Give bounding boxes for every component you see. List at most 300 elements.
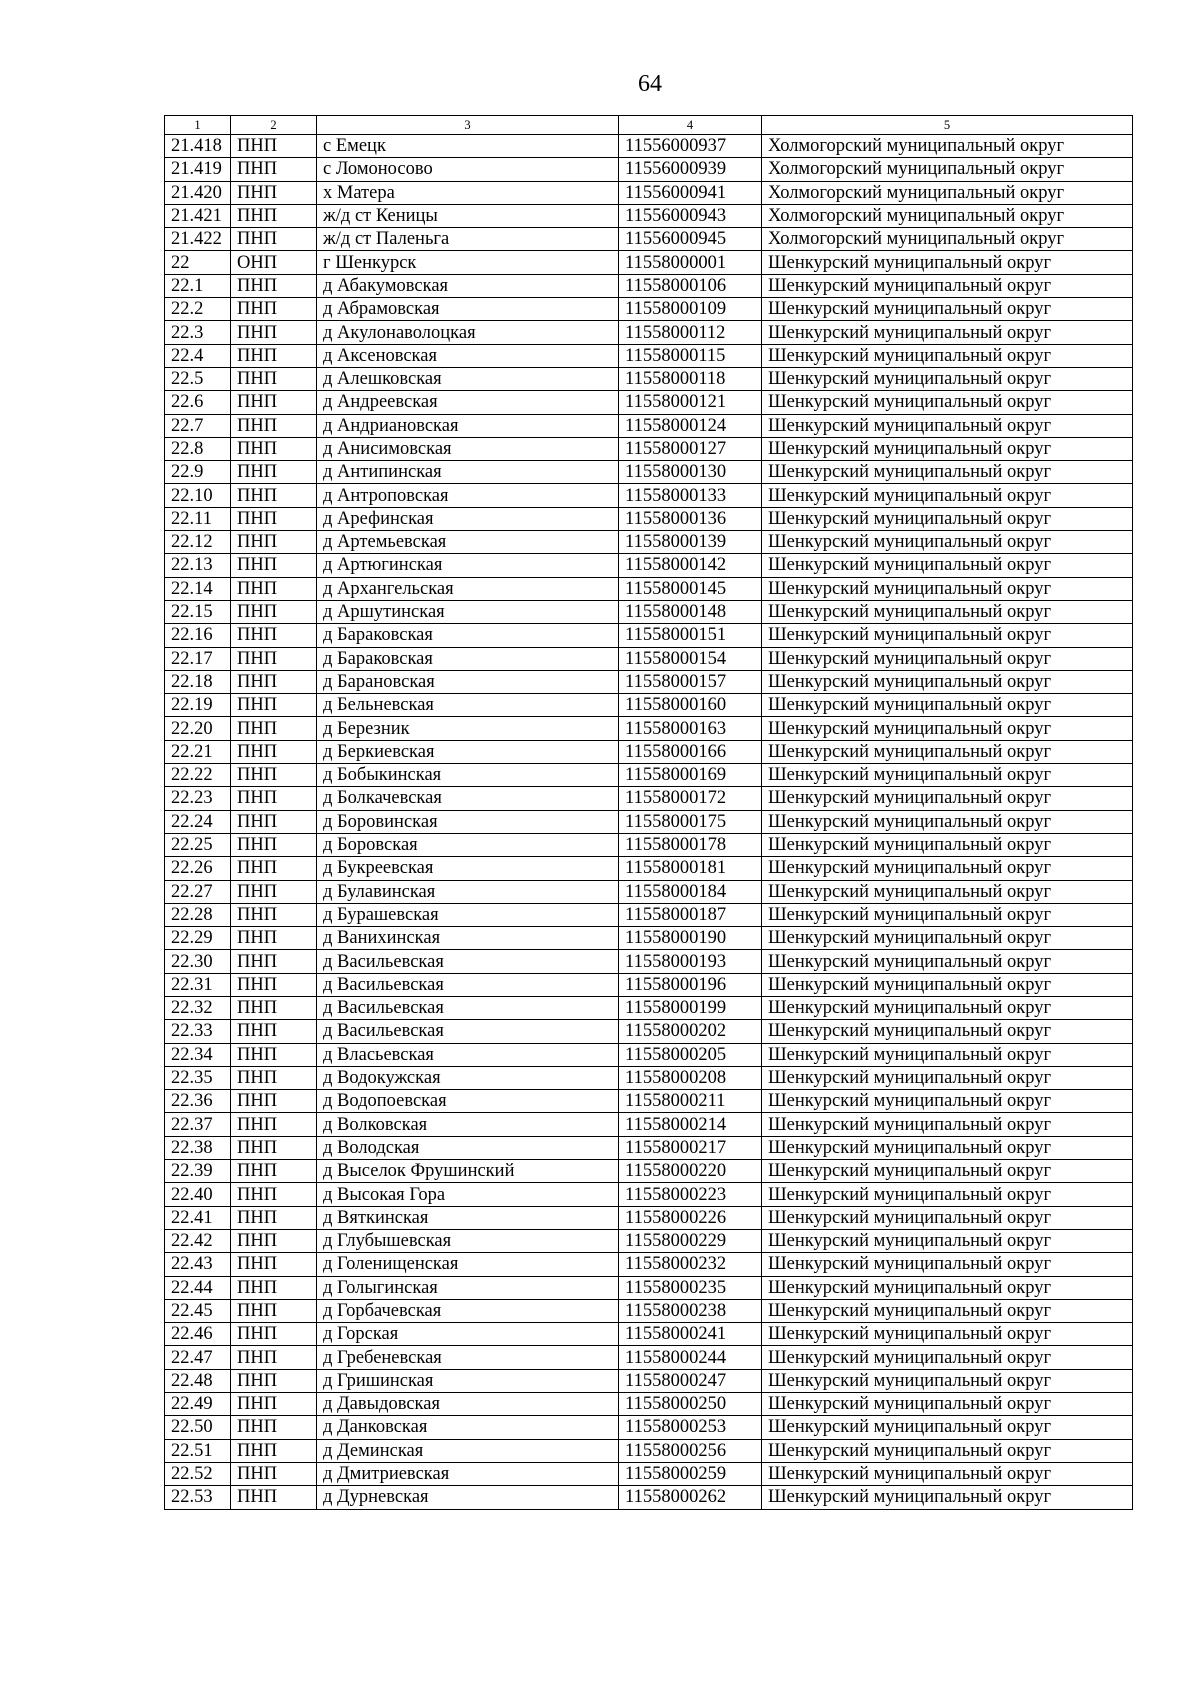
settlement-name-cell: г Шенкурск [317, 251, 619, 274]
code-cell: 11556000941 [619, 181, 762, 204]
settlement-name-cell: д Андриановская [317, 414, 619, 437]
type-cell: ПНП [231, 1253, 317, 1276]
settlement-name-cell: д Вяткинская [317, 1206, 619, 1229]
table-row [165, 996, 1133, 1019]
district-cell: Шенкурский муниципальный округ [762, 880, 1133, 903]
district-cell: Шенкурский муниципальный округ [762, 274, 1133, 297]
type-cell: ПНП [231, 1136, 317, 1159]
row-number-cell: 22.51 [165, 1439, 231, 1462]
type-cell: ПНП [231, 1229, 317, 1252]
district-cell: Шенкурский муниципальный округ [762, 414, 1133, 437]
settlement-name-cell: д Андреевская [317, 391, 619, 414]
code-cell: 11558000148 [619, 600, 762, 623]
code-cell: 11558000238 [619, 1299, 762, 1322]
district-cell: Шенкурский муниципальный округ [762, 624, 1133, 647]
settlement-name-cell: д Давыдовская [317, 1393, 619, 1416]
district-cell: Шенкурский муниципальный округ [762, 647, 1133, 670]
district-cell: Шенкурский муниципальный округ [762, 298, 1133, 321]
settlement-name-cell: д Дурневская [317, 1486, 619, 1509]
district-cell: Шенкурский муниципальный округ [762, 1439, 1133, 1462]
code-cell: 11558000109 [619, 298, 762, 321]
type-cell: ПНП [231, 158, 317, 181]
code-cell: 11558000220 [619, 1160, 762, 1183]
row-number-cell: 22.10 [165, 484, 231, 507]
code-cell: 11558000001 [619, 251, 762, 274]
district-cell: Шенкурский муниципальный округ [762, 1253, 1133, 1276]
district-cell: Холмогорский муниципальный округ [762, 158, 1133, 181]
type-cell: ПНП [231, 880, 317, 903]
settlement-name-cell: д Васильевская [317, 973, 619, 996]
type-cell: ПНП [231, 1183, 317, 1206]
settlement-name-cell: с Ломоносово [317, 158, 619, 181]
settlement-name-cell: д Водопоевская [317, 1090, 619, 1113]
type-cell: ПНП [231, 367, 317, 390]
settlement-name-cell: д Ванихинская [317, 927, 619, 950]
row-number-cell: 22.46 [165, 1323, 231, 1346]
row-number-cell: 22.15 [165, 600, 231, 623]
table-row [165, 1066, 1133, 1089]
table-row [165, 1416, 1133, 1439]
type-cell: ПНП [231, 1066, 317, 1089]
table-row [165, 251, 1133, 274]
row-number-cell: 22.6 [165, 391, 231, 414]
district-cell: Холмогорский муниципальный округ [762, 135, 1133, 158]
type-cell: ПНП [231, 414, 317, 437]
district-cell: Шенкурский муниципальный округ [762, 1486, 1133, 1509]
type-cell: ПНП [231, 764, 317, 787]
table-row [165, 927, 1133, 950]
type-cell: ПНП [231, 787, 317, 810]
settlement-name-cell: д Абрамовская [317, 298, 619, 321]
row-number-cell: 21.418 [165, 135, 231, 158]
table-row [165, 787, 1133, 810]
row-number-cell: 22.26 [165, 857, 231, 880]
district-cell: Холмогорский муниципальный округ [762, 181, 1133, 204]
district-cell: Шенкурский муниципальный округ [762, 251, 1133, 274]
settlement-name-cell: д Данковская [317, 1416, 619, 1439]
settlement-name-cell: д Бельневская [317, 694, 619, 717]
row-number-cell: 22.29 [165, 927, 231, 950]
district-cell: Шенкурский муниципальный округ [762, 996, 1133, 1019]
row-number-cell: 22.49 [165, 1393, 231, 1416]
district-cell: Шенкурский муниципальный округ [762, 973, 1133, 996]
type-cell: ПНП [231, 321, 317, 344]
settlement-name-cell: д Аксеновская [317, 344, 619, 367]
row-number-cell: 22.35 [165, 1066, 231, 1089]
settlement-name-cell: д Володская [317, 1136, 619, 1159]
type-cell: ПНП [231, 344, 317, 367]
row-number-cell: 22.13 [165, 554, 231, 577]
table-row [165, 1369, 1133, 1392]
district-cell: Шенкурский муниципальный округ [762, 1113, 1133, 1136]
table-row [165, 670, 1133, 693]
settlement-name-cell: д Акулонаволоцкая [317, 321, 619, 344]
district-cell: Шенкурский муниципальный округ [762, 670, 1133, 693]
row-number-cell: 22.33 [165, 1020, 231, 1043]
settlement-name-cell: д Букреевская [317, 857, 619, 880]
code-cell: 11556000939 [619, 158, 762, 181]
settlement-name-cell: с Емецк [317, 135, 619, 158]
type-cell: ПНП [231, 670, 317, 693]
settlement-table [164, 115, 1133, 1510]
code-cell: 11558000226 [619, 1206, 762, 1229]
district-cell: Шенкурский муниципальный округ [762, 903, 1133, 926]
type-cell: ПНП [231, 927, 317, 950]
code-cell: 11558000256 [619, 1439, 762, 1462]
row-number-cell: 22.53 [165, 1486, 231, 1509]
row-number-cell: 22.47 [165, 1346, 231, 1369]
type-cell: ПНП [231, 810, 317, 833]
district-cell: Шенкурский муниципальный округ [762, 321, 1133, 344]
table-row [165, 391, 1133, 414]
type-cell: ПНП [231, 1346, 317, 1369]
code-cell: 11558000232 [619, 1253, 762, 1276]
settlement-name-cell: д Антроповская [317, 484, 619, 507]
table-row [165, 577, 1133, 600]
settlement-name-cell: д Боровская [317, 833, 619, 856]
type-cell: ПНП [231, 1416, 317, 1439]
type-cell: ПНП [231, 204, 317, 227]
code-cell: 11558000241 [619, 1323, 762, 1346]
district-cell: Шенкурский муниципальный округ [762, 1020, 1133, 1043]
table-row [165, 810, 1133, 833]
settlement-name-cell: д Водокужская [317, 1066, 619, 1089]
table-row [165, 158, 1133, 181]
settlement-name-cell: д Болкачевская [317, 787, 619, 810]
table-row [165, 717, 1133, 740]
type-cell: ПНП [231, 1393, 317, 1416]
code-cell: 11558000172 [619, 787, 762, 810]
code-cell: 11558000175 [619, 810, 762, 833]
settlement-name-cell: д Березник [317, 717, 619, 740]
settlement-name-cell: д Горская [317, 1323, 619, 1346]
row-number-cell: 22.16 [165, 624, 231, 647]
district-cell: Шенкурский муниципальный округ [762, 344, 1133, 367]
district-cell: Шенкурский муниципальный округ [762, 1369, 1133, 1392]
table-row [165, 950, 1133, 973]
district-cell: Шенкурский муниципальный округ [762, 927, 1133, 950]
row-number-cell: 22.7 [165, 414, 231, 437]
code-cell: 11558000139 [619, 531, 762, 554]
type-cell: ПНП [231, 274, 317, 297]
table-row [165, 1136, 1133, 1159]
district-cell: Шенкурский муниципальный округ [762, 1206, 1133, 1229]
district-cell: Шенкурский муниципальный округ [762, 764, 1133, 787]
row-number-cell: 22.11 [165, 507, 231, 530]
row-number-cell: 22.50 [165, 1416, 231, 1439]
settlement-name-cell: д Боровинская [317, 810, 619, 833]
row-number-cell: 22.3 [165, 321, 231, 344]
type-cell: ПНП [231, 1276, 317, 1299]
table-row [165, 624, 1133, 647]
settlement-name-cell: д Абакумовская [317, 274, 619, 297]
type-cell: ПНП [231, 600, 317, 623]
district-cell: Шенкурский муниципальный округ [762, 740, 1133, 763]
table-row [165, 414, 1133, 437]
row-number-cell: 22.9 [165, 461, 231, 484]
settlement-name-cell: д Гришинская [317, 1369, 619, 1392]
table-row [165, 1043, 1133, 1066]
code-cell: 11558000235 [619, 1276, 762, 1299]
type-cell: ПНП [231, 1090, 317, 1113]
district-cell: Шенкурский муниципальный округ [762, 1299, 1133, 1322]
table-row [165, 1486, 1133, 1509]
code-cell: 11558000142 [619, 554, 762, 577]
type-cell: ПНП [231, 461, 317, 484]
district-cell: Шенкурский муниципальный округ [762, 833, 1133, 856]
district-cell: Шенкурский муниципальный округ [762, 461, 1133, 484]
district-cell: Шенкурский муниципальный округ [762, 694, 1133, 717]
table-row [165, 740, 1133, 763]
type-cell: ПНП [231, 1043, 317, 1066]
row-number-cell: 22.31 [165, 973, 231, 996]
type-cell: ПНП [231, 1462, 317, 1485]
district-cell: Шенкурский муниципальный округ [762, 950, 1133, 973]
code-cell: 11558000130 [619, 461, 762, 484]
settlement-name-cell: д Васильевская [317, 1020, 619, 1043]
code-cell: 11558000178 [619, 833, 762, 856]
table-row [165, 1183, 1133, 1206]
table-row [165, 833, 1133, 856]
table-row [165, 1160, 1133, 1183]
type-cell: ПНП [231, 996, 317, 1019]
code-cell: 11558000223 [619, 1183, 762, 1206]
district-cell: Шенкурский муниципальный округ [762, 600, 1133, 623]
row-number-cell: 22.1 [165, 274, 231, 297]
column-header-5: 5 [762, 116, 1133, 135]
type-cell: ПНП [231, 717, 317, 740]
district-cell: Холмогорский муниципальный округ [762, 204, 1133, 227]
code-cell: 11558000196 [619, 973, 762, 996]
row-number-cell: 22.41 [165, 1206, 231, 1229]
settlement-name-cell: д Артюгинская [317, 554, 619, 577]
row-number-cell: 22.44 [165, 1276, 231, 1299]
row-number-cell: 22.24 [165, 810, 231, 833]
settlement-name-cell: д Васильевская [317, 950, 619, 973]
type-cell: ПНП [231, 1113, 317, 1136]
table-row [165, 647, 1133, 670]
code-cell: 11558000154 [619, 647, 762, 670]
row-number-cell: 22.43 [165, 1253, 231, 1276]
code-cell: 11556000943 [619, 204, 762, 227]
district-cell: Шенкурский муниципальный округ [762, 1416, 1133, 1439]
row-number-cell: 22.14 [165, 577, 231, 600]
column-header-2: 2 [231, 116, 317, 135]
row-number-cell: 22.5 [165, 367, 231, 390]
row-number-cell: 22.30 [165, 950, 231, 973]
table-row [165, 344, 1133, 367]
type-cell: ПНП [231, 1299, 317, 1322]
row-number-cell: 22.52 [165, 1462, 231, 1485]
settlement-name-cell: д Бобыкинская [317, 764, 619, 787]
district-cell: Шенкурский муниципальный округ [762, 484, 1133, 507]
table-row [165, 274, 1133, 297]
row-number-cell: 21.419 [165, 158, 231, 181]
table-row [165, 1113, 1133, 1136]
district-cell: Шенкурский муниципальный округ [762, 787, 1133, 810]
type-cell: ПНП [231, 647, 317, 670]
row-number-cell: 22.45 [165, 1299, 231, 1322]
district-cell: Шенкурский муниципальный округ [762, 1229, 1133, 1252]
row-number-cell: 21.420 [165, 181, 231, 204]
column-header-4: 4 [619, 116, 762, 135]
district-cell: Шенкурский муниципальный округ [762, 531, 1133, 554]
type-cell: ПНП [231, 950, 317, 973]
settlement-name-cell: д Бараковская [317, 624, 619, 647]
table-row [165, 204, 1133, 227]
settlement-name-cell: д Волковская [317, 1113, 619, 1136]
row-number-cell: 22.34 [165, 1043, 231, 1066]
settlement-name-cell: д Алешковская [317, 367, 619, 390]
table-row [165, 1229, 1133, 1252]
district-cell: Шенкурский муниципальный округ [762, 810, 1133, 833]
settlement-name-cell: д Высокая Гора [317, 1183, 619, 1206]
table-row [165, 507, 1133, 530]
table-row [165, 298, 1133, 321]
type-cell: ПНП [231, 694, 317, 717]
type-cell: ПНП [231, 554, 317, 577]
code-cell: 11558000190 [619, 927, 762, 950]
code-cell: 11556000945 [619, 228, 762, 251]
settlement-name-cell: д Гребеневская [317, 1346, 619, 1369]
table-row [165, 880, 1133, 903]
row-number-cell: 22 [165, 251, 231, 274]
type-cell: ПНП [231, 437, 317, 460]
settlement-name-cell: д Аршутинская [317, 600, 619, 623]
settlement-name-cell: д Булавинская [317, 880, 619, 903]
code-cell: 11558000118 [619, 367, 762, 390]
table-row [165, 1346, 1133, 1369]
code-cell: 11558000151 [619, 624, 762, 647]
row-number-cell: 22.36 [165, 1090, 231, 1113]
settlement-name-cell: д Выселок Фрушинский [317, 1160, 619, 1183]
code-cell: 11558000250 [619, 1393, 762, 1416]
code-cell: 11558000163 [619, 717, 762, 740]
district-cell: Шенкурский муниципальный округ [762, 717, 1133, 740]
settlement-name-cell: д Барановская [317, 670, 619, 693]
table-row [165, 694, 1133, 717]
type-cell: ПНП [231, 1369, 317, 1392]
code-cell: 11558000253 [619, 1416, 762, 1439]
code-cell: 11558000145 [619, 577, 762, 600]
row-number-cell: 22.18 [165, 670, 231, 693]
row-number-cell: 22.48 [165, 1369, 231, 1392]
code-cell: 11558000217 [619, 1136, 762, 1159]
type-cell: ПНП [231, 391, 317, 414]
settlement-name-cell: д Бурашевская [317, 903, 619, 926]
district-cell: Шенкурский муниципальный округ [762, 1393, 1133, 1416]
table-row [165, 437, 1133, 460]
type-cell: ПНП [231, 740, 317, 763]
district-cell: Шенкурский муниципальный округ [762, 1323, 1133, 1346]
code-cell: 11558000205 [619, 1043, 762, 1066]
type-cell: ПНП [231, 1439, 317, 1462]
type-cell: ПНП [231, 507, 317, 530]
district-cell: Шенкурский муниципальный округ [762, 1276, 1133, 1299]
code-cell: 11556000937 [619, 135, 762, 158]
code-cell: 11558000208 [619, 1066, 762, 1089]
code-cell: 11558000166 [619, 740, 762, 763]
row-number-cell: 22.20 [165, 717, 231, 740]
district-cell: Шенкурский муниципальный округ [762, 1346, 1133, 1369]
settlement-name-cell: д Власьевская [317, 1043, 619, 1066]
type-cell: ПНП [231, 1160, 317, 1183]
type-cell: ПНП [231, 181, 317, 204]
row-number-cell: 22.27 [165, 880, 231, 903]
type-cell: ОНП [231, 251, 317, 274]
district-cell: Шенкурский муниципальный округ [762, 1066, 1133, 1089]
table-row [165, 1299, 1133, 1322]
table-row [165, 367, 1133, 390]
district-cell: Шенкурский муниципальный округ [762, 577, 1133, 600]
district-cell: Шенкурский муниципальный округ [762, 367, 1133, 390]
district-cell: Холмогорский муниципальный округ [762, 228, 1133, 251]
district-cell: Шенкурский муниципальный округ [762, 507, 1133, 530]
type-cell: ПНП [231, 973, 317, 996]
settlement-name-cell: д Беркиевская [317, 740, 619, 763]
code-cell: 11558000106 [619, 274, 762, 297]
settlement-name-cell: д Деминская [317, 1439, 619, 1462]
table-body [165, 135, 1133, 1510]
row-number-cell: 22.37 [165, 1113, 231, 1136]
column-header-3: 3 [317, 116, 619, 135]
table-row [165, 1276, 1133, 1299]
code-cell: 11558000202 [619, 1020, 762, 1043]
row-number-cell: 21.422 [165, 228, 231, 251]
settlement-name-cell: д Горбачевская [317, 1299, 619, 1322]
type-cell: ПНП [231, 1323, 317, 1346]
row-number-cell: 22.8 [165, 437, 231, 460]
settlement-name-cell: д Арефинская [317, 507, 619, 530]
table-row [165, 1253, 1133, 1276]
table-row [165, 554, 1133, 577]
district-cell: Шенкурский муниципальный округ [762, 1136, 1133, 1159]
district-cell: Шенкурский муниципальный округ [762, 857, 1133, 880]
table-row [165, 1323, 1133, 1346]
type-cell: ПНП [231, 484, 317, 507]
table-row [165, 531, 1133, 554]
table-row [165, 461, 1133, 484]
table-row [165, 228, 1133, 251]
table-row [165, 321, 1133, 344]
table-row [165, 1020, 1133, 1043]
code-cell: 11558000199 [619, 996, 762, 1019]
settlement-name-cell: ж/д ст Кеницы [317, 204, 619, 227]
row-number-cell: 22.22 [165, 764, 231, 787]
settlement-name-cell: д Артемьевская [317, 531, 619, 554]
table-row [165, 1393, 1133, 1416]
row-number-cell: 21.421 [165, 204, 231, 227]
row-number-cell: 22.40 [165, 1183, 231, 1206]
row-number-cell: 22.32 [165, 996, 231, 1019]
code-cell: 11558000229 [619, 1229, 762, 1252]
settlement-name-cell: д Глубышевская [317, 1229, 619, 1252]
district-cell: Шенкурский муниципальный округ [762, 1090, 1133, 1113]
row-number-cell: 22.23 [165, 787, 231, 810]
type-cell: ПНП [231, 903, 317, 926]
code-cell: 11558000157 [619, 670, 762, 693]
settlement-name-cell: д Дмитриевская [317, 1462, 619, 1485]
table-row [165, 1439, 1133, 1462]
settlement-name-cell: ж/д ст Паленьга [317, 228, 619, 251]
code-cell: 11558000193 [619, 950, 762, 973]
code-cell: 11558000169 [619, 764, 762, 787]
row-number-cell: 22.28 [165, 903, 231, 926]
code-cell: 11558000127 [619, 437, 762, 460]
row-number-cell: 22.42 [165, 1229, 231, 1252]
table-header [165, 116, 1133, 135]
table-row [165, 484, 1133, 507]
